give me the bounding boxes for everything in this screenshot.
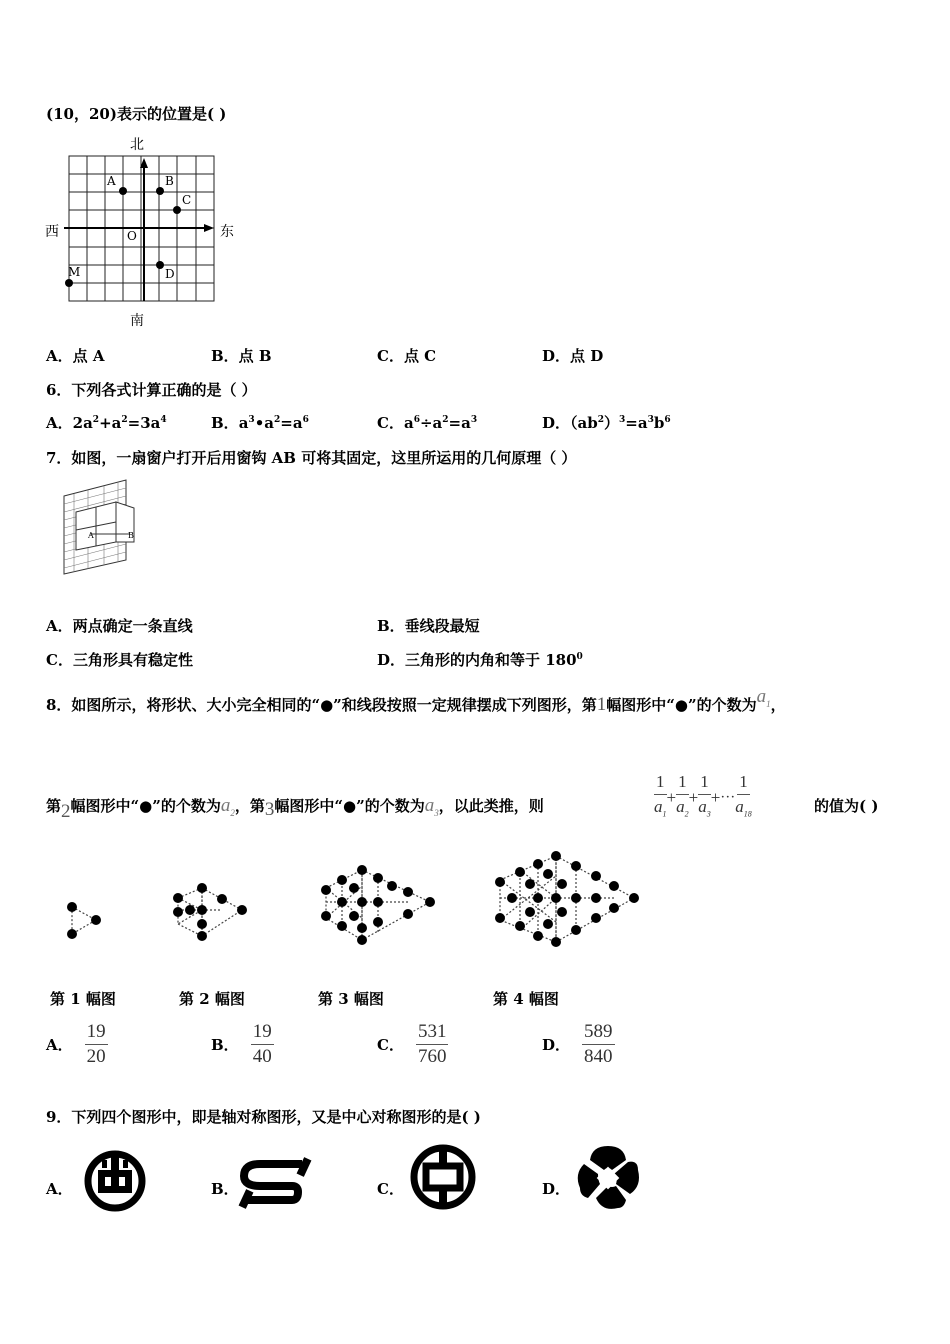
north-label: 北 [130, 137, 144, 153]
q9-option-b-label[interactable]: B． [211, 1180, 239, 1198]
origin-label: O [127, 229, 137, 243]
q7-option-b[interactable]: B．垂线段最短 [377, 617, 480, 635]
agricultural-bank-logo-icon [82, 1148, 148, 1214]
q6-option-a[interactable]: A．$2a^2+a^2=3a^4$ [46, 414, 167, 432]
q6-option-c[interactable]: C．$a^6\div a^2=a^3$ [377, 414, 478, 432]
q6-option-b[interactable]: B．$a^3•a^2=a^6$ [211, 414, 309, 432]
east-label: 东 [220, 224, 234, 240]
pattern-caption-3: 第 3 幅图 [318, 990, 384, 1008]
window-figure [60, 480, 140, 576]
q8-line1: 8．如图所示，将形状、大小完全相同的“●”和线段按照一定规律摆成下列图形，第1幅图形中“●”的个数为$a_1$， [46, 686, 786, 715]
point-d-label: D [165, 267, 175, 281]
q8-option-a[interactable]: A． $\frac{19}{20}$ [46, 1021, 106, 1067]
q9-option-c-label[interactable]: C． [377, 1180, 404, 1198]
pattern-figure-1 [62, 900, 110, 942]
q7-option-c[interactable]: C．三角形具有稳定性 [46, 651, 193, 669]
pattern-figure-3 [318, 862, 438, 952]
q7-option-d[interactable]: D．三角形的内角和等于 $180^0$ [377, 651, 583, 669]
pattern-caption-4: 第 4 幅图 [493, 990, 559, 1008]
point-c-label: C [182, 193, 192, 207]
q9-stem: 9．下列四个图形中，即是轴对称图形，又是中心对称图形的是( ) [46, 1108, 481, 1126]
point-b-label: B [165, 174, 174, 188]
point-a-label: A [107, 174, 116, 188]
west-label: 西 [45, 224, 59, 240]
pattern-caption-1: 第 1 幅图 [50, 990, 116, 1008]
q8-option-c[interactable]: C． $\frac{531}{760}$ [377, 1021, 447, 1067]
q5-option-a[interactable]: A．点 A [46, 347, 105, 365]
q9-option-a-label[interactable]: A． [46, 1180, 73, 1198]
q5-option-d[interactable]: D．点 D [542, 347, 604, 365]
point-m-label: M [68, 265, 81, 279]
bank-of-china-logo-icon [408, 1142, 478, 1212]
q5-stem: (10，20)表示的位置是( ) [46, 105, 227, 123]
q8-option-b[interactable]: B． $\frac{19}{40}$ [211, 1021, 272, 1067]
window-hook-a-label: A [88, 531, 94, 540]
q5-option-c[interactable]: C．点 C [377, 347, 437, 365]
window-hook-b-label: B [128, 531, 134, 540]
pattern-caption-2: 第 2 幅图 [179, 990, 245, 1008]
coordinate-grid [60, 150, 230, 310]
q8-line2-end: 的值为( ) [814, 797, 879, 815]
flower-logo-icon [572, 1142, 644, 1212]
q5-option-b[interactable]: B．点 B [211, 347, 272, 365]
q8-sum-expression: $\frac{1}{a_1}$ + $\frac{1}{a_2}$ + $\frac{1}{a_3}$ +··· $\frac{1}{a_{18}}$ [654, 772, 752, 819]
q8-option-d[interactable]: D． $\frac{589}{840}$ [542, 1021, 613, 1067]
pattern-figure-4 [492, 850, 642, 950]
q7-stem: 7．如图，一扇窗户打开后用窗钩 AB 可将其固定，这里所运用的几何原理（ ） [46, 449, 577, 467]
q6-option-d[interactable]: D．$(ab^2)^3=a^3b^6$ [542, 414, 671, 432]
q9-option-d-label[interactable]: D． [542, 1180, 571, 1198]
q8-line2: 第2幅图形中“●”的个数为$a_2$，第3幅图形中“●”的个数为$a_3$，以此类推，则 [46, 795, 544, 822]
q7-option-a[interactable]: A．两点确定一条直线 [46, 617, 193, 635]
pattern-figure-2 [168, 880, 254, 948]
south-label: 南 [130, 313, 144, 329]
q6-stem: 6．下列各式计算正确的是（ ） [46, 381, 257, 399]
s-shaped-bank-logo-icon [240, 1156, 312, 1210]
